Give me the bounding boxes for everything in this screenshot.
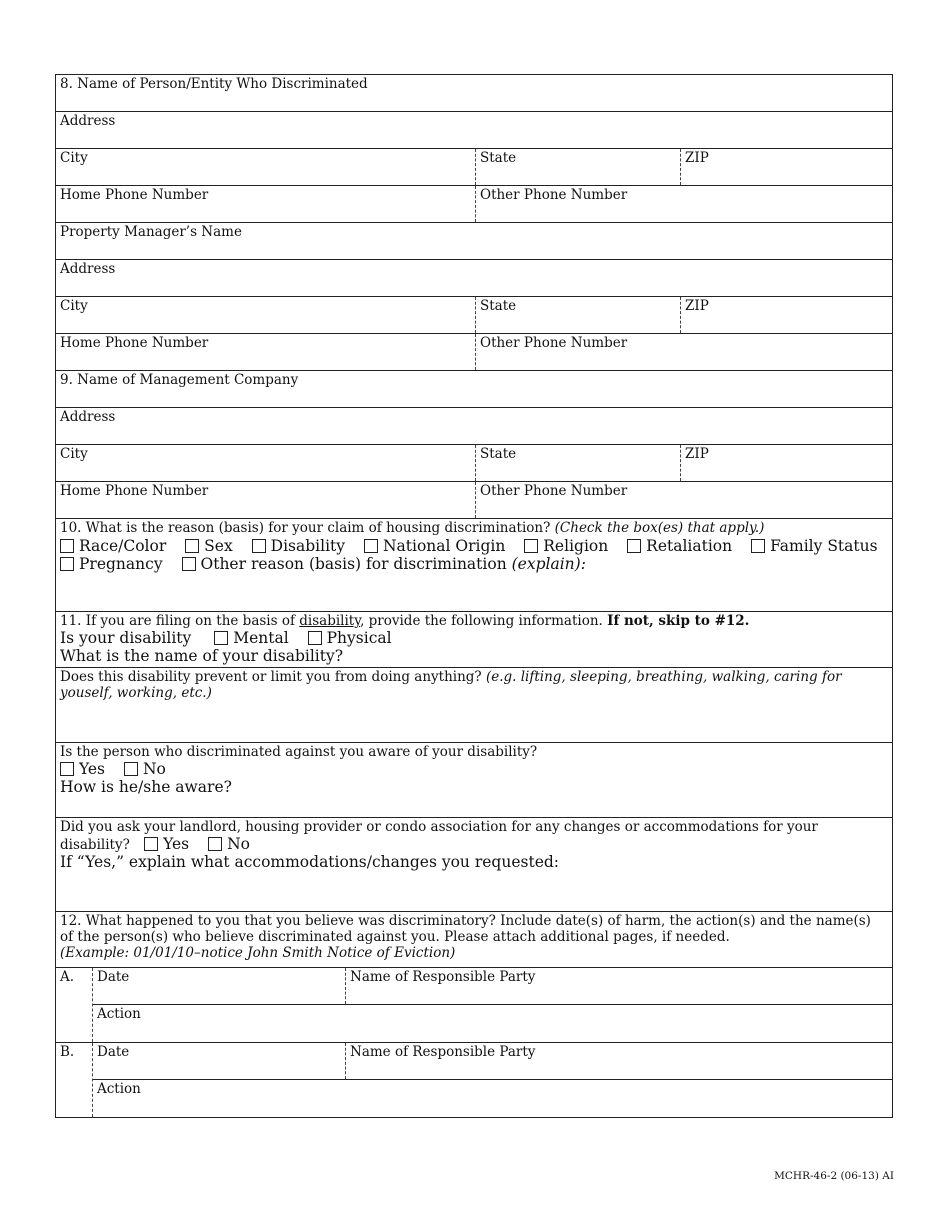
manager-name-row[interactable] xyxy=(56,223,892,260)
other-phone-field[interactable]: Other Phone Number xyxy=(475,482,892,518)
home-phone-field[interactable]: Home Phone Number xyxy=(60,187,209,203)
checkbox[interactable] xyxy=(208,837,222,851)
manager-name-label: Property Manager’s Name xyxy=(60,224,242,240)
disability-name-question[interactable]: What is the name of your disability? xyxy=(60,647,344,665)
address-label: Address xyxy=(60,261,116,277)
person-name-label: 8. Name of Person/Entity Who Discriminated xyxy=(60,76,368,92)
option-disability[interactable]: Disability xyxy=(252,537,345,555)
action-field[interactable]: Action xyxy=(97,1006,141,1022)
date-field[interactable]: Date xyxy=(97,969,130,985)
company-address-row[interactable] xyxy=(56,408,892,445)
zip-field[interactable]: ZIP xyxy=(680,297,892,333)
zip-field[interactable]: ZIP xyxy=(680,445,892,481)
city-field[interactable]: City xyxy=(60,298,88,314)
option-no[interactable]: No xyxy=(124,760,166,778)
address-label: Address xyxy=(60,113,116,129)
checkbox[interactable] xyxy=(124,762,138,776)
manager-phone-row xyxy=(56,334,892,371)
option-yes[interactable]: Yes xyxy=(144,835,189,853)
incident-entry-b xyxy=(56,1043,892,1117)
company-name-label: 9. Name of Management Company xyxy=(60,372,299,388)
option-retaliation[interactable]: Retaliation xyxy=(627,537,732,555)
checkbox[interactable] xyxy=(60,557,74,571)
limit-section[interactable]: Does this disability prevent or limit you from doing anything? (e.g. lifting, sleeping, breathing, walking, caring for youself, working, etc.) xyxy=(56,668,892,743)
disability-section: 11. If you are filing on the basis of disability, provide the following information. If not, skip to #12. Is your disability Mental Physical What is the name of your disability? xyxy=(56,612,892,668)
checkbox[interactable] xyxy=(252,539,266,553)
incident-question: 12. What happened to you that you believe was discriminatory? Include date(s) of harm, the action(s) and the name(s) of the person(s) who believe discriminated against you. Please attach additional pages, if needed. xyxy=(60,913,871,945)
option-religion[interactable]: Religion xyxy=(524,537,608,555)
aware-question: Is the person who discriminated against you aware of your disability? xyxy=(60,744,538,760)
home-phone-field[interactable]: Home Phone Number xyxy=(60,483,209,499)
option-national-origin[interactable]: National Origin xyxy=(364,537,505,555)
address-label: Address xyxy=(60,409,116,425)
checkbox[interactable] xyxy=(185,539,199,553)
manager-address-row[interactable] xyxy=(56,260,892,297)
home-phone-field[interactable]: Home Phone Number xyxy=(60,335,209,351)
person-city-row xyxy=(56,149,892,186)
how-aware-question[interactable]: How is he/she aware? xyxy=(60,778,232,796)
incident-example: (Example: 01/01/10–notice John Smith Notice of Eviction) xyxy=(60,945,456,961)
option-other[interactable]: Other reason (basis) for discrimination (explain): xyxy=(182,555,586,573)
date-field[interactable]: Date xyxy=(97,1044,130,1060)
state-field[interactable]: State xyxy=(475,445,680,481)
option-mental[interactable]: Mental xyxy=(214,629,288,647)
party-field[interactable]: Name of Responsible Party xyxy=(345,968,892,1004)
option-yes[interactable]: Yes xyxy=(60,760,105,778)
option-sex[interactable]: Sex xyxy=(185,537,233,555)
incident-entry-a xyxy=(56,968,892,1043)
checkbox[interactable] xyxy=(60,762,74,776)
option-no[interactable]: No xyxy=(208,835,250,853)
basis-question: 10. What is the reason (basis) for your claim of housing discrimination? (Check the box(es) that apply.) xyxy=(60,520,765,536)
checkbox[interactable] xyxy=(627,539,641,553)
person-name-row[interactable] xyxy=(56,75,892,112)
option-pregnancy[interactable]: Pregnancy xyxy=(60,555,163,573)
checkbox[interactable] xyxy=(182,557,196,571)
accommodation-question: Did you ask your landlord, housing provider or condo association for any changes or accommodations for your disability? Yes No xyxy=(60,819,818,853)
option-family-status[interactable]: Family Status xyxy=(751,537,878,555)
checkbox[interactable] xyxy=(60,539,74,553)
incident-section xyxy=(56,912,892,968)
checkbox[interactable] xyxy=(751,539,765,553)
company-name-row[interactable] xyxy=(56,371,892,408)
other-phone-field[interactable]: Other Phone Number xyxy=(475,334,892,370)
basis-section xyxy=(56,519,892,612)
checkbox[interactable] xyxy=(308,631,322,645)
aware-section xyxy=(56,743,892,818)
state-field[interactable]: State xyxy=(475,149,680,185)
company-phone-row xyxy=(56,482,892,519)
checkbox[interactable] xyxy=(364,539,378,553)
checkbox[interactable] xyxy=(524,539,538,553)
accommodation-section xyxy=(56,818,892,912)
disability-question: 11. If you are filing on the basis of disability, provide the following information. If not, skip to #12. xyxy=(60,613,750,629)
city-field[interactable]: City xyxy=(60,150,88,166)
company-city-row xyxy=(56,445,892,482)
accommodation-explain[interactable]: If “Yes,” explain what accommodations/changes you requested: xyxy=(60,853,560,871)
person-address-row[interactable] xyxy=(56,112,892,149)
complaint-form xyxy=(55,74,893,1118)
manager-city-row xyxy=(56,297,892,334)
action-field[interactable]: Action xyxy=(97,1081,141,1097)
checkbox[interactable] xyxy=(144,837,158,851)
entry-letter: A. xyxy=(56,968,93,1042)
party-field[interactable]: Name of Responsible Party xyxy=(345,1043,892,1079)
form-code: MCHR-46-2 (06-13) AI xyxy=(774,1170,894,1182)
zip-field[interactable]: ZIP xyxy=(680,149,892,185)
city-field[interactable]: City xyxy=(60,446,88,462)
option-physical[interactable]: Physical xyxy=(308,629,392,647)
person-phone-row xyxy=(56,186,892,223)
other-phone-field[interactable]: Other Phone Number xyxy=(475,186,892,222)
checkbox[interactable] xyxy=(214,631,228,645)
entry-letter: B. xyxy=(56,1043,93,1117)
option-race-color[interactable]: Race/Color xyxy=(60,537,166,555)
state-field[interactable]: State xyxy=(475,297,680,333)
